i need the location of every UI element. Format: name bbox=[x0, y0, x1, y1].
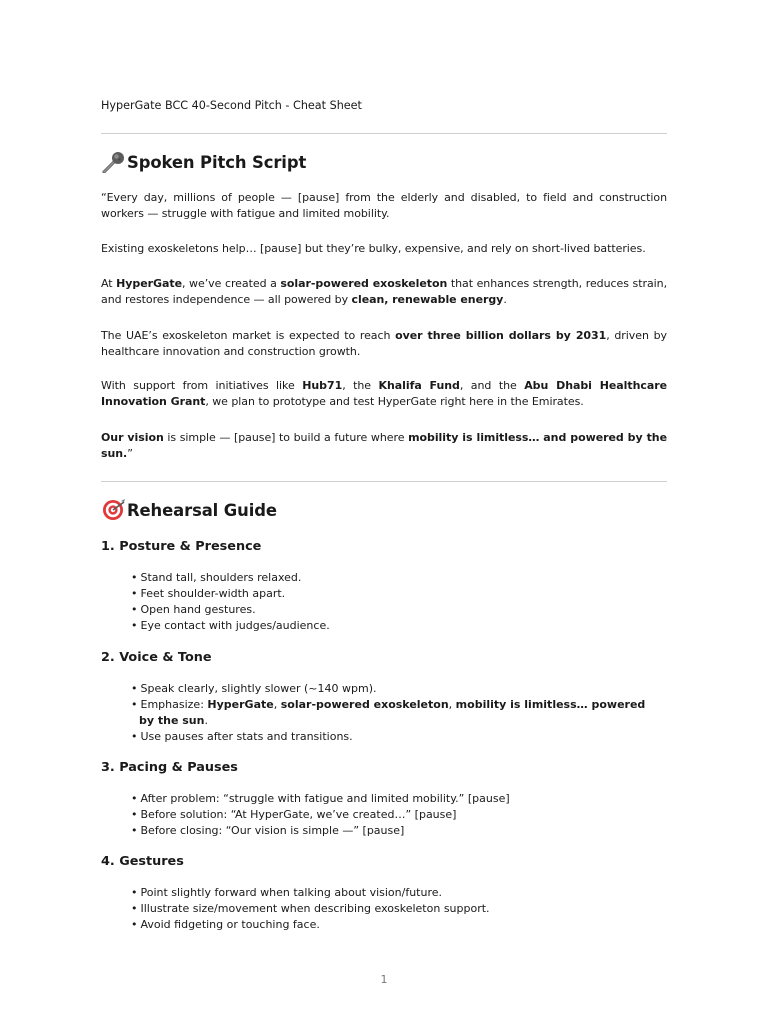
section-heading-pitch-script bbox=[101, 151, 306, 173]
section-heading-label: Rehearsal Guide bbox=[127, 500, 277, 520]
document-title: HyperGate BCC 40-Second Pitch - Cheat Sheet bbox=[101, 99, 362, 112]
list-item: • Emphasize: HyperGate, solar-powered exoskeleton, mobility is limitless… powered by the sun. bbox=[131, 697, 661, 729]
list-item: • After problem: “struggle with fatigue and limited mobility.” [pause] bbox=[131, 791, 661, 807]
bullet-list-voice bbox=[131, 681, 661, 745]
subheading-voice: 2. Voice & Tone bbox=[101, 650, 212, 665]
divider bbox=[101, 133, 667, 134]
bullet-list-posture bbox=[131, 570, 661, 634]
section-heading-rehearsal-guide bbox=[101, 499, 277, 521]
pitch-paragraph: “Every day, millions of people — [pause] from the elderly and disabled, to field and construction workers — struggle with fatigue and limited mobility. bbox=[101, 191, 667, 220]
list-item: • Use pauses after stats and transitions. bbox=[131, 729, 661, 745]
list-item: • Stand tall, shoulders relaxed. bbox=[131, 570, 661, 586]
list-item: • Avoid fidgeting or touching face. bbox=[131, 917, 661, 933]
microphone-icon bbox=[101, 151, 126, 173]
subheading-posture: 1. Posture & Presence bbox=[101, 539, 262, 554]
list-item: • Before closing: “Our vision is simple —” [pause] bbox=[131, 823, 661, 839]
pitch-paragraph: Existing exoskeletons help… [pause] but they’re bulky, expensive, and rely on short-lived batteries. bbox=[101, 242, 646, 255]
list-item: • Feet shoulder-width apart. bbox=[131, 586, 661, 602]
list-item: • Eye contact with judges/audience. bbox=[131, 618, 661, 634]
bullet-list-pacing bbox=[131, 791, 661, 839]
list-item: • Point slightly forward when talking about vision/future. bbox=[131, 885, 661, 901]
pitch-paragraph: The UAE’s exoskeleton market is expected to reach over three billion dollars by 2031, driven by healthcare innovation and construction growth. bbox=[101, 329, 667, 358]
divider bbox=[101, 481, 667, 482]
list-item: • Before solution: “At HyperGate, we’ve created…” [pause] bbox=[131, 807, 661, 823]
section-heading-label: Spoken Pitch Script bbox=[127, 152, 307, 172]
subheading-gestures: 4. Gestures bbox=[101, 854, 184, 869]
page-number: 1 bbox=[380, 973, 388, 986]
list-item: • Open hand gestures. bbox=[131, 602, 661, 618]
bullet-list-gestures bbox=[131, 885, 661, 933]
pitch-paragraph: Our vision is simple — [pause] to build a future where mobility is limitless… and powered by the sun.” bbox=[101, 431, 667, 460]
pitch-paragraph: At HyperGate, we’ve created a solar-powered exoskeleton that enhances strength, reduces strain, and restores independence — all powered by clean, renewable energy. bbox=[101, 277, 668, 306]
pitch-paragraph: With support from initiatives like Hub71, the Khalifa Fund, and the Abu Dhabi Healthcare Innovation Grant, we plan to prototype and test HyperGate right here in the Emirates. bbox=[101, 379, 667, 408]
subheading-pacing: 3. Pacing & Pauses bbox=[101, 760, 238, 775]
list-item: • Speak clearly, slightly slower (~140 wpm). bbox=[131, 681, 661, 697]
target-icon bbox=[101, 499, 126, 521]
list-item: • Illustrate size/movement when describing exoskeleton support. bbox=[131, 901, 661, 917]
